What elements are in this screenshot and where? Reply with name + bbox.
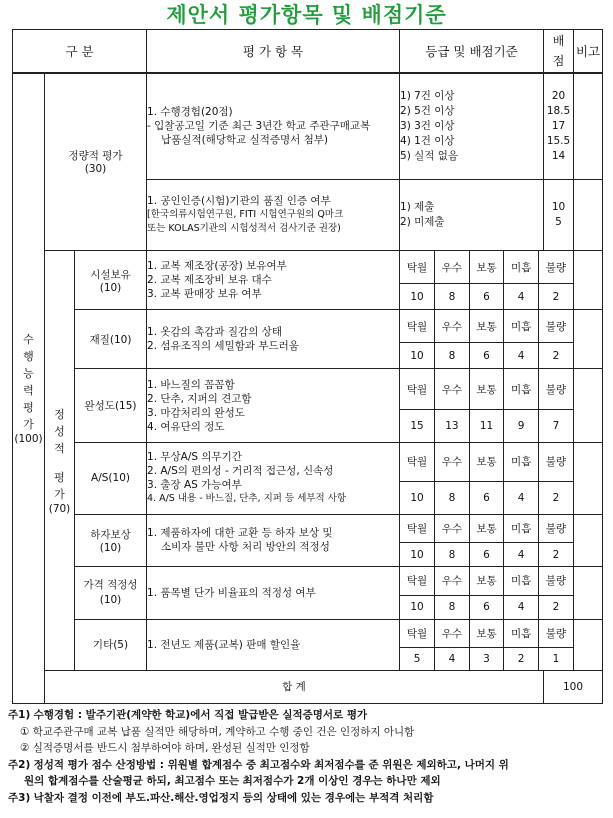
remarks-cell bbox=[574, 566, 603, 619]
qualitative-label: 정성적 평가 (70) bbox=[45, 251, 75, 671]
qualitative-items-2: 1. 옷감의 촉감과 질감의 상태 2. 섬유조직의 세밀함과 부드러움 bbox=[147, 310, 400, 369]
page-title: 제안서 평가항목 및 배점기준 bbox=[166, 3, 447, 27]
evaluation-table bbox=[12, 29, 603, 704]
qualitative-name-1: 시설보유 (10) bbox=[75, 251, 147, 310]
score-grid-6: 탁월 우수 보통 미흡 불량 10 8 6 4 2 bbox=[400, 566, 574, 619]
score-grid-5: 탁월 우수 보통 미흡 불량 10 8 6 4 2 bbox=[400, 514, 574, 566]
note-2-cont: 원의 합계점수를 산술평균 하되, 최고점수 또는 최저점수가 2개 이상인 경우는 하나만 제외 bbox=[24, 775, 441, 787]
header-remarks: 비고 bbox=[574, 30, 603, 73]
qualitative-items-6: 1. 품목별 단가 비율표의 적정성 여부 bbox=[147, 566, 400, 619]
note-2: 주2) 정성적 평가 점수 산정방법 : 위원별 합계점수 중 최고점수와 최저점수를 준 위원은 제외하고, 나머지 위 bbox=[8, 758, 509, 771]
qualitative-row-2 bbox=[13, 310, 603, 369]
notes bbox=[0, 707, 613, 806]
header-items: 평 가 항 목 bbox=[147, 30, 400, 73]
qualitative-name-3: 완성도(15) bbox=[75, 369, 147, 442]
qualitative-items-5: 1. 제품하자에 대한 교환 등 하자 보상 및 소비자 불만 사항 처리 방안의 적정성 bbox=[147, 514, 400, 566]
quantitative-grades-1: 1) 7건 이상 2) 5건 이상 3) 3건 이상 4) 1건 이상 5) 실적 없음 bbox=[400, 73, 544, 180]
table-header-row bbox=[13, 30, 603, 73]
qualitative-name-7: 기타(5) bbox=[75, 619, 147, 670]
note-1a: ① 학교주관구매 교복 납품 실적만 해당하며, 계약하고 수행 중인 건은 인정하지 아니함 bbox=[20, 725, 415, 738]
qualitative-row-5 bbox=[13, 514, 603, 566]
remarks-cell bbox=[574, 73, 603, 180]
remarks-cell bbox=[574, 310, 603, 369]
qualitative-row-1 bbox=[13, 251, 603, 310]
quantitative-points-1: 20 18.5 17 15.5 14 bbox=[544, 73, 574, 180]
score-grid-7: 탁월 우수 보통 미흡 불량 5 4 3 2 1 bbox=[400, 619, 574, 670]
qualitative-items-1: 1. 교복 제조장(공장) 보유여부 2. 교복 제조장비 보유 대수 3. 교복 판매장 보유 여부 bbox=[147, 251, 400, 310]
remarks-cell bbox=[574, 251, 603, 310]
quantitative-items-1: 1. 수행경험(20점) - 입찰공고일 기준 최근 3년간 학교 주관구매교복 납품실적(해당학교 실적증명서 첨부) bbox=[147, 73, 400, 180]
quantitative-grades-2: 1) 제출 2) 미제출 bbox=[400, 180, 544, 251]
qualitative-items-3: 1. 바느질의 꼼꼼함 2. 단추, 지퍼의 견고함 3. 마감처리의 완성도 4. 여유단의 정도 bbox=[147, 369, 400, 442]
qualitative-row-3 bbox=[13, 369, 603, 442]
qualitative-items-7: 1. 전년도 제품(교복) 판매 할인율 bbox=[147, 619, 400, 670]
quantitative-row-1 bbox=[13, 73, 603, 180]
header-category: 구 분 bbox=[13, 30, 147, 73]
score-grid-2: 탁월 우수 보통 미흡 불량 10 8 6 4 2 bbox=[400, 310, 574, 369]
performance-label: 수행능력평가 (100) bbox=[13, 73, 45, 704]
qualitative-row-7 bbox=[13, 619, 603, 670]
score-grid-1: 탁월 우수 보통 미흡 불량 10 8 6 4 2 bbox=[400, 251, 574, 310]
total-value: 100 bbox=[544, 670, 603, 703]
qualitative-name-6: 가격 적정성 (10) bbox=[75, 566, 147, 619]
qualitative-row-4 bbox=[13, 442, 603, 514]
note-1b: ② 실적증명서를 반드시 첨부하여야 하며, 완성된 실적만 인정함 bbox=[20, 742, 310, 754]
score-grid-3: 탁월 우수 보통 미흡 불량 15 13 11 9 7 bbox=[400, 369, 574, 442]
remarks-cell bbox=[574, 180, 603, 251]
header-points: 배 점 bbox=[544, 30, 574, 73]
qualitative-name-4: A/S(10) bbox=[75, 442, 147, 514]
remarks-cell bbox=[574, 369, 603, 442]
total-label: 합 계 bbox=[45, 670, 544, 703]
qualitative-row-6 bbox=[13, 566, 603, 619]
qualitative-name-5: 하자보상 (10) bbox=[75, 514, 147, 566]
remarks-cell bbox=[574, 442, 603, 514]
qualitative-items-4: 1. 무상A/S 의무기간 2. A/S의 편의성 - 거리적 접근성, 신속성 3. 출장 AS 가능여부 4. A/S 내용 - 바느질, 단추, 지퍼 등 세부적 사항 bbox=[147, 442, 400, 514]
note-3: 주3) 낙찰자 결정 이전에 부도.파산.해산.영업정지 등의 상태에 있는 경우에는 부적격 처리함 bbox=[8, 791, 434, 804]
remarks-cell bbox=[574, 619, 603, 670]
qualitative-name-2: 재질(10) bbox=[75, 310, 147, 369]
score-grid-4: 탁월 우수 보통 미흡 불량 10 8 6 4 2 bbox=[400, 442, 574, 514]
remarks-cell bbox=[574, 514, 603, 566]
quantitative-items-2: 1. 공인인증(시험)기관의 품질 인증 여부 [한국의류시험연구원, FITI 시험연구원의 Q마크 또는 KOLAS기관의 시험성적서 검사기준 권장) bbox=[147, 180, 400, 251]
total-row bbox=[13, 670, 603, 703]
note-1: 주1) 수행경험 : 발주기관(계약한 학교)에서 직접 발급받은 실적증명서로 평가 bbox=[8, 709, 368, 721]
quantitative-points-2: 10 5 bbox=[544, 180, 574, 251]
header-grade: 등급 및 배점기준 bbox=[400, 30, 544, 73]
quantitative-label: 정량적 평가 (30) bbox=[45, 73, 147, 251]
